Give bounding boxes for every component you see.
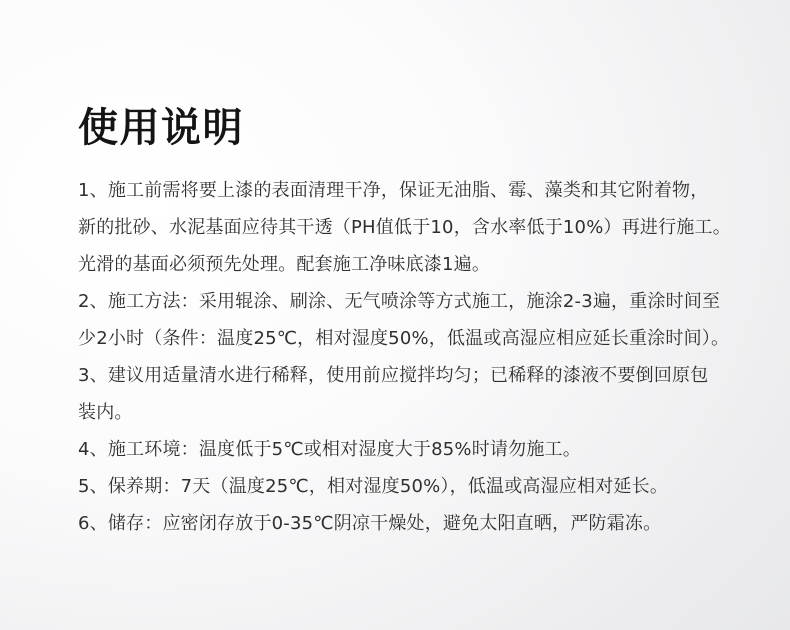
instruction-line: 装内。 — [78, 402, 133, 423]
instruction-line: 4、施工环境：温度低于5℃或相对湿度大于85%时请勿施工。 — [78, 439, 581, 460]
instruction-item-1 — [78, 172, 738, 283]
instruction-item-5 — [78, 468, 738, 505]
instruction-line: 1、施工前需将要上漆的表面清理干净，保证无油脂、霉、藻类和其它附着物， — [78, 180, 709, 201]
instruction-item-3 — [78, 357, 738, 431]
instruction-item-2 — [78, 283, 738, 357]
instruction-line: 2、施工方法：采用辊涂、刷涂、无气喷涂等方式施工，施涂2-3遍，重涂时间至 — [78, 291, 721, 312]
instruction-line: 3、建议用适量清水进行稀释，使用前应搅拌均匀；已稀释的漆液不要倒回原包 — [78, 365, 709, 386]
page-title: 使用说明 — [78, 105, 244, 151]
instruction-line: 6、储存：应密闭存放于0-35℃阴凉干燥处，避免太阳直晒，严防霜冻。 — [78, 513, 662, 534]
instructions-list — [78, 172, 738, 542]
instruction-line: 少2小时（条件：温度25℃，相对湿度50%，低温或高湿应相应延长重涂时间）。 — [78, 328, 730, 349]
instruction-line: 5、保养期：7天（温度25℃，相对湿度50%），低温或高湿应相对延长。 — [78, 476, 669, 497]
instruction-item-4 — [78, 431, 738, 468]
instruction-line: 光滑的基面必须预先处理。配套施工净味底漆1遍。 — [78, 254, 491, 275]
instruction-line: 新的批砂、水泥基面应待其干透（PH值低于10，含水率低于10%）再进行施工。 — [78, 217, 731, 238]
instruction-item-6 — [78, 505, 738, 542]
